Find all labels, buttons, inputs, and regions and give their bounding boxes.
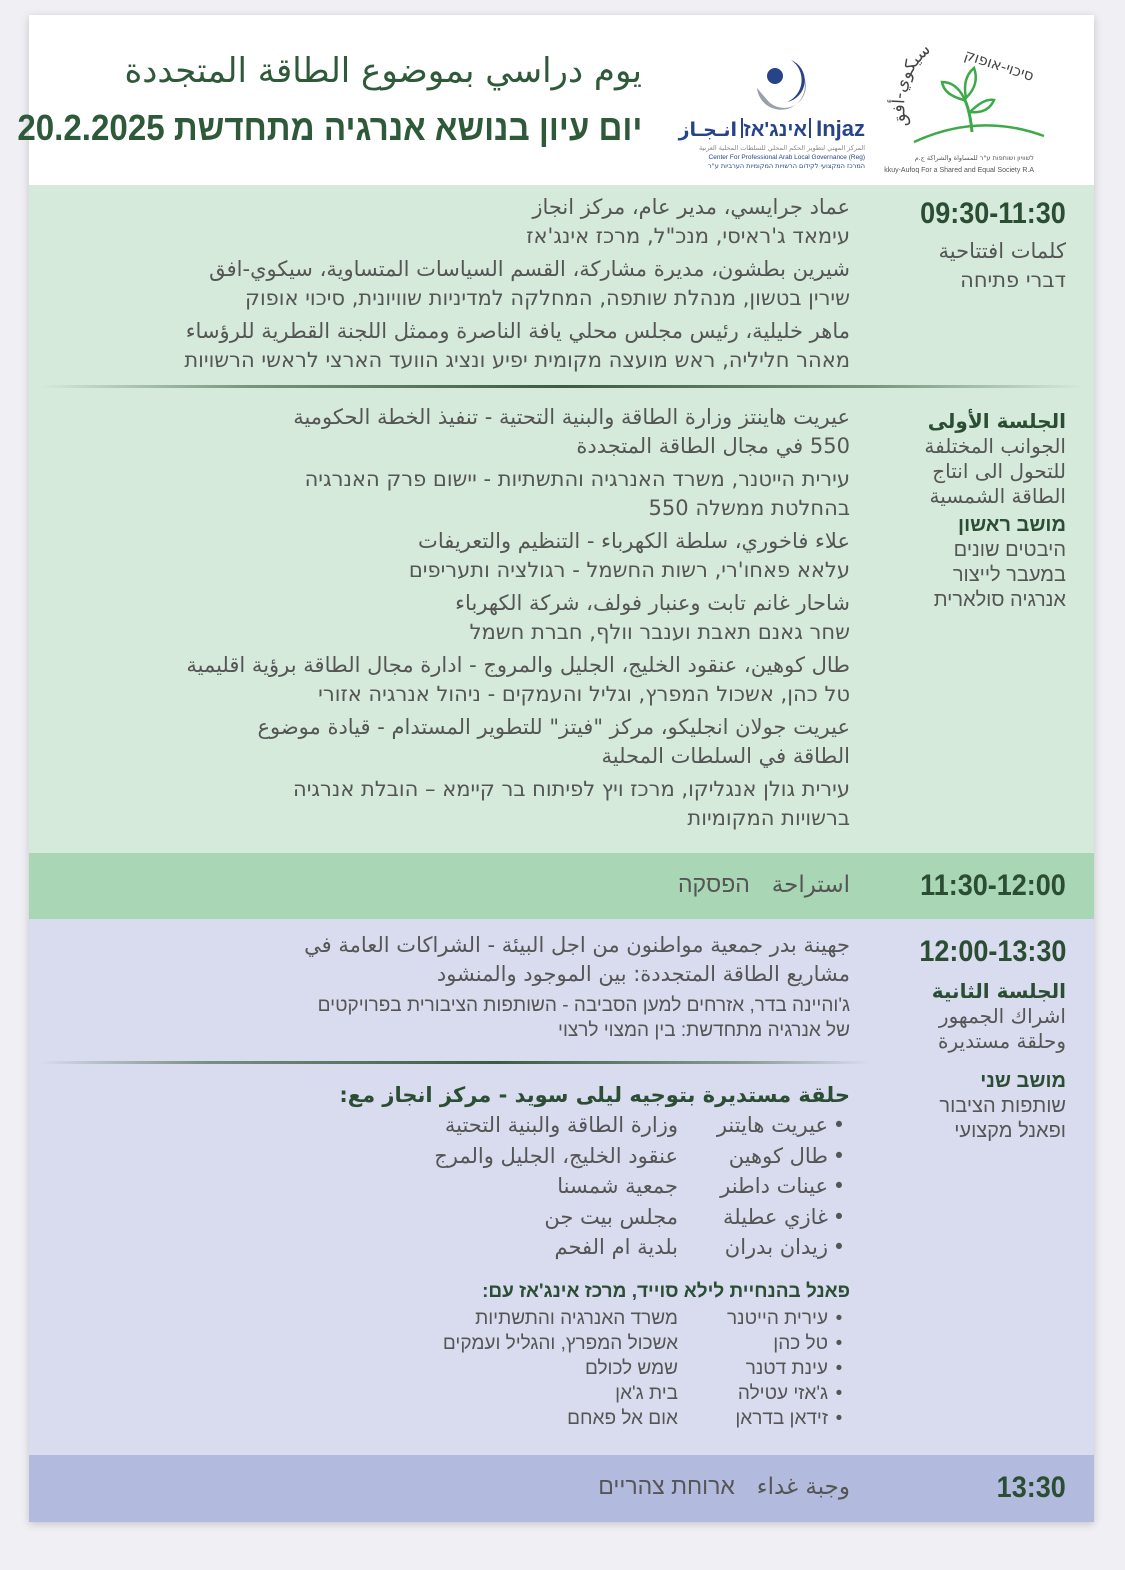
svg-text:سيكوي-أفق: سيكوي-أفق [889,40,935,130]
speaker-item: ג'והיינה בדר, אזרחים למען הסביבה - השותפות הציבורית בפרויקטים של אנרגיה מתחדשת: בין המצוי לרצוי [317,995,850,1041]
first-session-title-ar: الجلسة الأولى [927,409,1066,433]
svg-text:המרכז המקצועי לקידום הרשויות ה: המרכז המקצועי לקידום הרשויות המקומיות הערביות ע"ר [708,162,865,170]
speaker-item: طال كوهين، عنقود الخليج، الجليل والمروج - ادارة مجال الطاقة برؤية اقليمية טל כהן, אשכול המפרץ, וגליל והעמקים - ניהול אנרגיה אזורי [186,653,850,706]
speaker-item: علاء فاخوري، سلطة الكهرباء - التنظيم والتعريفات עלאא פאחו'רי, רשות החשמל - רגולציה ותעריפים [408,529,850,582]
speaker-item: جهينة بدر جمعية مواطنون من اجل البيئة - الشراكات العامة في مشاريع الطاقة المتجددة: بين الموجود والمنشود [304,933,850,986]
second-session-time: 12:00-13:30 [918,935,1066,968]
first-session-label: الجلسة الأولى الجوانب المختلفة للتحول الى انتاج الطاقة الشمسية מושב ראשון היבטים שונים במעבר לייצור אנרגיה סולארית [924,409,1066,611]
speaker-item: عيريت جولان انجليكو، مركز "فيتز" للتطوير المستدام - قيادة موضوع الطاقة في السلطات المحلية [257,715,850,768]
section-divider [39,385,1084,388]
participant-row: • زيدان بدران بلدية ام الفحم [554,1235,846,1259]
sprout-icon [884,40,1064,180]
svg-text:Center For Professional Arab L: Center For Professional Arab Local Governance (Reg) [708,154,865,161]
speaker-item: ماهر خليلية، رئيس مجلس محلي يافة الناصرة وممثل اللجنة القطرية للرؤساء מאהר חליליה, ראש מועצה מקומית יפיע ונציג הוועד הארצי לראשי הרשויות [184,319,850,372]
second-session-label: الجلسة الثانية اشراك الجمهور وحلقة مستديرة [931,979,1066,1053]
opening-label [939,237,1066,295]
break-row [29,853,1094,919]
sikkuy-logo [884,40,1064,180]
svg-text:סיכוי-אופוק: סיכוי-אופוק [962,45,1037,85]
svg-text:انـجـاز: انـجـاز [678,119,737,141]
participant-row: • עינת דטנר שמש לכולם [584,1358,843,1379]
opening-label-ar: كلمات افتتاحية [938,239,1066,263]
opening-speakers [184,193,850,379]
roundtable-heading: حلقة مستديرة بتوجيه ليلى سويد - مركز انجاز مع: [339,1083,850,1107]
panel-he [443,1277,850,1431]
participant-row: • זידאן בדראן אום אל פאחם [567,1408,843,1429]
header [17,15,1094,185]
title-arabic: يوم دراسي بموضوع الطاقة المتجددة [124,51,642,91]
speaker-item: شاحار غانم تابت وعنبار فولف، شركة الكهرباء שחר גאנם תאבת וענבר וולף, חברת חשמל [455,591,850,644]
svg-text:לשוויון ושותפות ע"ר للمساواة و: לשוויון ושותפות ע"ר للمساواة والشراكة ج.م [914,154,1034,162]
participant-row: • عيريت هايتنر وزارة الطاقة والبنية التحتية [444,1113,846,1137]
speaker-item: עירית הייטנר, משרד האנרגיה והתשתיות - יישום פרק האנרגיה בהחלטת ממשלה 550 [304,467,850,520]
participant-row: • ג'אזי עטילה בית ג'אן [615,1383,843,1404]
section-divider [39,1061,869,1064]
svg-text:المركز المهني لتطوير الحكم الم: المركز المهني لتطوير الحكم المحلي للسلطات المحلية العربية [698,144,865,152]
participant-row: • עירית הייטנר משרד האנרגיה והתשתיות [475,1308,843,1329]
opening-label-he: דברי פתיחה [960,268,1066,292]
injaz-logo [669,50,869,175]
svg-text:אינג'אז: אינג'אז [743,119,807,141]
lunch-label: وجبة غداء ארוחת צהריים [598,1473,850,1500]
agenda-page [17,15,1094,1522]
first-session-speakers [186,403,850,837]
lunch-row [29,1455,1094,1522]
opening-time: 09:30-11:30 [920,197,1066,230]
title-hebrew: יום עיון בנושא אנרגיה מתחדשת 20.2.2025 [17,107,642,148]
break-time: 11:30-12:00 [920,869,1066,902]
second-session [29,919,1094,1455]
participant-row: • عينات داطنر جمعية شمسنا [557,1174,846,1198]
speaker-item: عيريت هاينتز وزارة الطاقة والبنية التحتية - تنفيذ الخطة الحكومية 550 في مجال الطاقة المتجددة [293,405,850,458]
first-session-title-he: מושב ראשון [958,514,1066,536]
svg-text:Injaz: Injaz [816,116,865,141]
participant-row: • غازي عطيلة مجلس بيت جن [544,1204,846,1229]
participant-row: • طال كوهين عنقود الخليج، الجليل والمرج [434,1143,846,1168]
lunch-time: 13:30 [996,1471,1066,1504]
svg-text:Sikkuy-Aufoq For a Shared and: Sikkuy-Aufoq For a Shared and Equal Society R.A [884,167,1034,174]
roundtable-ar [339,1081,850,1263]
speaker-item: عماد جرايسي، مدير عام، مركز انجاز עימאד ג'ראיסי, מנכ"ל, מרכז אינג'אז [526,195,850,248]
speaker-item: עירית גולן אנגליקו, מרכז ויץ לפיתוח בר קיימא – הובלת אנרגיה ברשויות המקומיות [292,777,850,830]
second-session-label-he: מושב שני שותפות הציבור ופאנל מקצועי [939,1070,1066,1142]
second-session-speakers [304,931,850,1047]
break-label: استراحة הפסקה [677,871,850,898]
speaker-item: شيرين بطشون، مديرة مشاركة، القسم السياسات المتساوية، سيكوي-افق שירין בטשון, מנהלת שותפה, המחלקה למדיניות שוויונית, סיכוי אופוק [209,257,850,310]
session-opening-and-first [29,185,1094,853]
participant-row: • טל כהן אשכול המפרץ, והגליל ועמקים [442,1333,843,1354]
injaz-emblem-icon [669,50,869,175]
panel-heading: פאנל בהנחיית לילא סוייד, מרכז אינג'אז עם: [482,1281,850,1302]
